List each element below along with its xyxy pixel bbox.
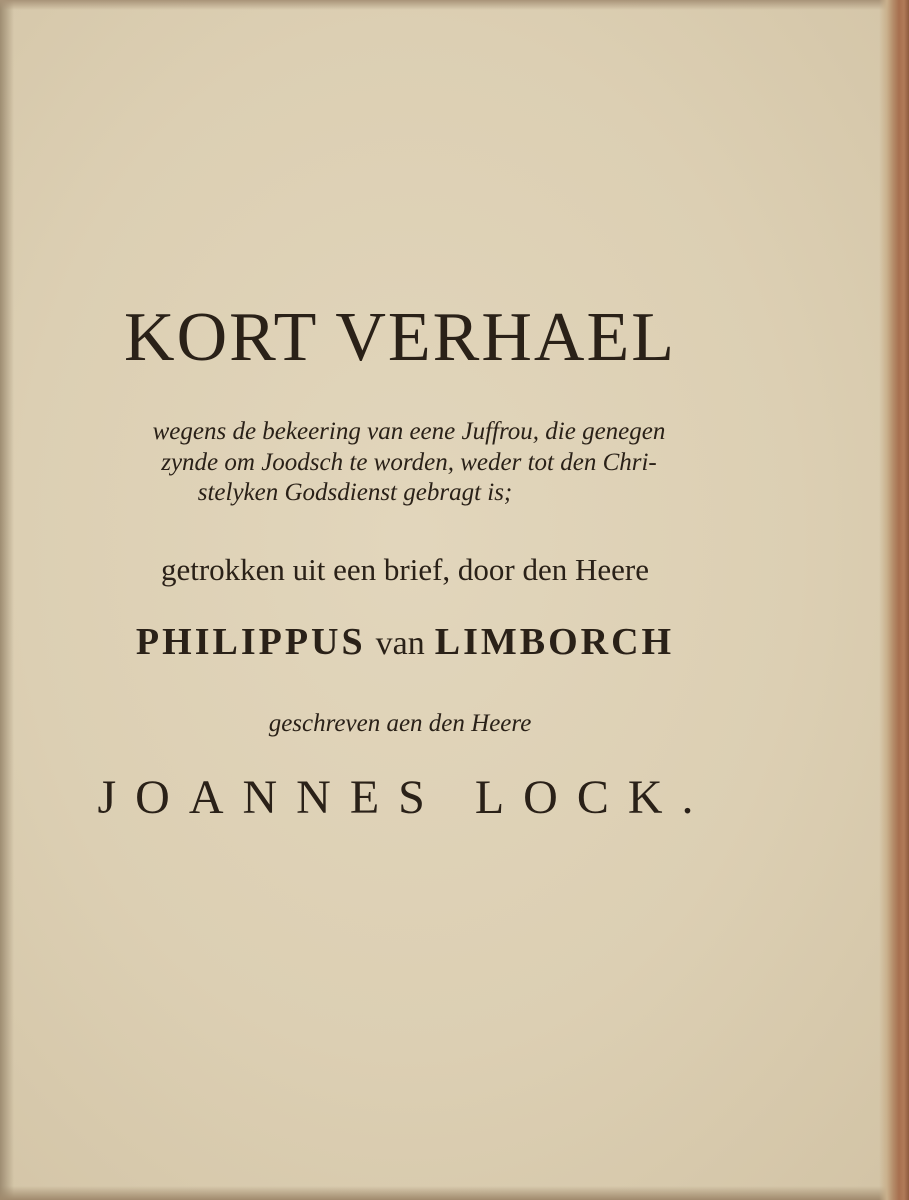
subtitle-line-2: zynde om Joodsch te worden, weder tot den Chri- xyxy=(161,449,657,476)
spine-shadow xyxy=(0,0,14,1200)
author-name xyxy=(0,620,810,664)
author-last-name: LIMBORCH xyxy=(434,621,675,663)
author-particle: van xyxy=(375,625,425,662)
top-edge-shadow xyxy=(0,0,909,10)
subtitle-line-3: stelyken Godsdienst gebragt is; xyxy=(197,479,513,506)
page-title: KORT VERHAEL xyxy=(124,299,676,376)
addressed-statement: geschreven aen den Heere xyxy=(268,710,532,737)
author-first-name: PHILIPPUS xyxy=(135,621,366,663)
subtitle-line-1: wegens de bekeering van eene Juffrou, die genegen xyxy=(152,418,666,445)
page-block-edge xyxy=(879,0,909,1200)
recipient-name: JOANNES LOCK. xyxy=(97,771,713,824)
source-statement: getrokken uit een brief, door den Heere xyxy=(160,552,650,587)
bottom-edge-shadow xyxy=(0,1186,909,1200)
